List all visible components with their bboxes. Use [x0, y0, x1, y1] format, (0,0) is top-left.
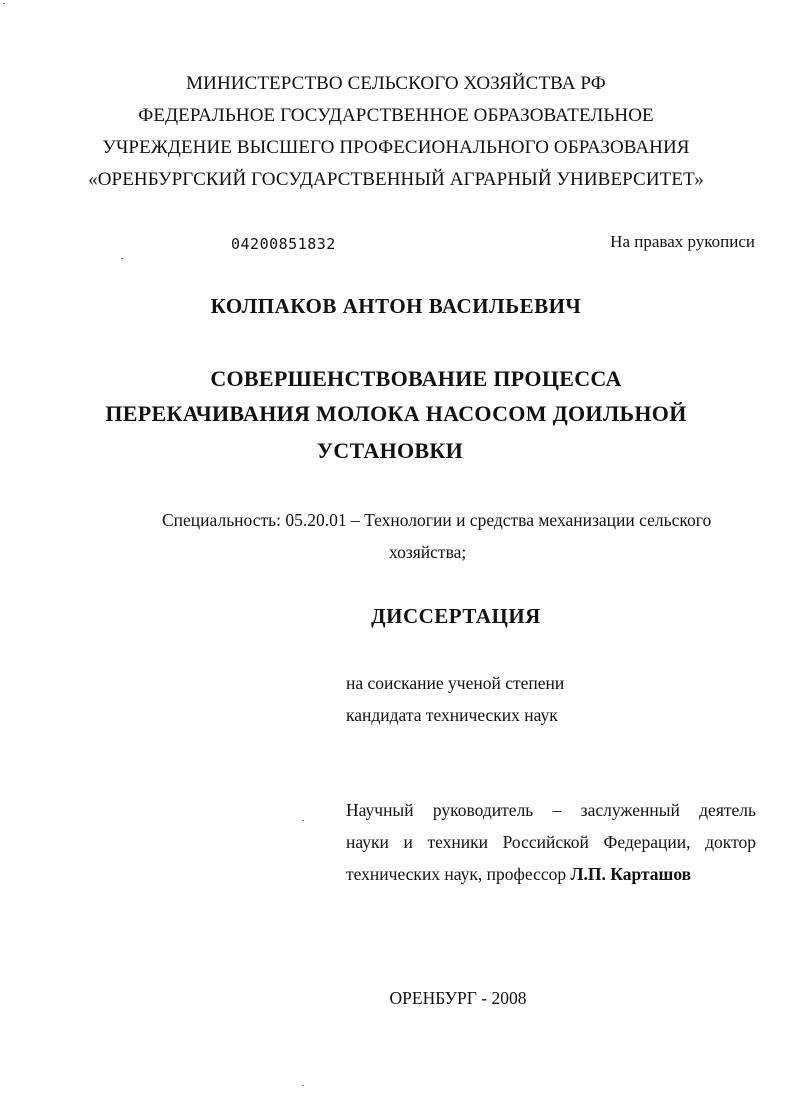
header-university-name: «ОРЕНБУРГСКИЙ ГОСУДАРСТВЕННЫЙ АГРАРНЫЙ УНИВЕРСИТЕТ» — [88, 169, 704, 190]
supervisor-block — [346, 794, 756, 890]
supervisor-line-2: науки и техники Российской Федерации, доктор — [346, 832, 756, 852]
catalog-number: 04200851832 — [231, 235, 336, 253]
city-year: ОРЕНБУРГ - 2008 — [389, 988, 527, 1008]
rights-note: На правах рукописи — [610, 232, 755, 251]
title-line-1: СОВЕРШЕНСТВОВАНИЕ ПРОЦЕССА — [210, 366, 622, 391]
specialty-line-2: хозяйства; — [389, 542, 467, 562]
scan-speck — [3, 3, 5, 4]
title-line-3: УСТАНОВКИ — [316, 438, 464, 463]
supervisor-line-3 — [346, 858, 756, 890]
header-ministry: МИНИСТЕРСТВО СЕЛЬСКОГО ХОЗЯЙСТВА РФ — [186, 73, 606, 94]
scan-speck — [121, 258, 123, 259]
degree-line-2: кандидата технических наук — [346, 705, 558, 725]
scan-speck — [302, 1085, 304, 1086]
header-institution-type: ФЕДЕРАЛЬНОЕ ГОСУДАРСТВЕННОЕ ОБРАЗОВАТЕЛЬНОЕ — [138, 105, 654, 126]
document-type: ДИССЕРТАЦИЯ — [371, 604, 541, 628]
author-name: КОЛПАКОВ АНТОН ВАСИЛЬЕВИЧ — [210, 294, 582, 318]
degree-line-1: на соискание ученой степени — [346, 673, 565, 693]
supervisor-title: технических наук, профессор — [346, 864, 567, 884]
title-line-2: ПЕРЕКАЧИВАНИЯ МОЛОКА НАСОСОМ ДОИЛЬНОЙ — [105, 401, 687, 426]
supervisor-name: Л.П. Карташов — [570, 864, 692, 884]
specialty-line-1: Специальность: 05.20.01 – Технологии и средства механизации сельского — [162, 510, 712, 530]
header-institution-level: УЧРЕЖДЕНИЕ ВЫСШЕГО ПРОФЕСИОНАЛЬНОГО ОБРАЗОВАНИЯ — [102, 137, 690, 158]
scan-speck — [302, 820, 304, 821]
supervisor-line-1: Научный руководитель – заслуженный деятель — [346, 800, 756, 820]
